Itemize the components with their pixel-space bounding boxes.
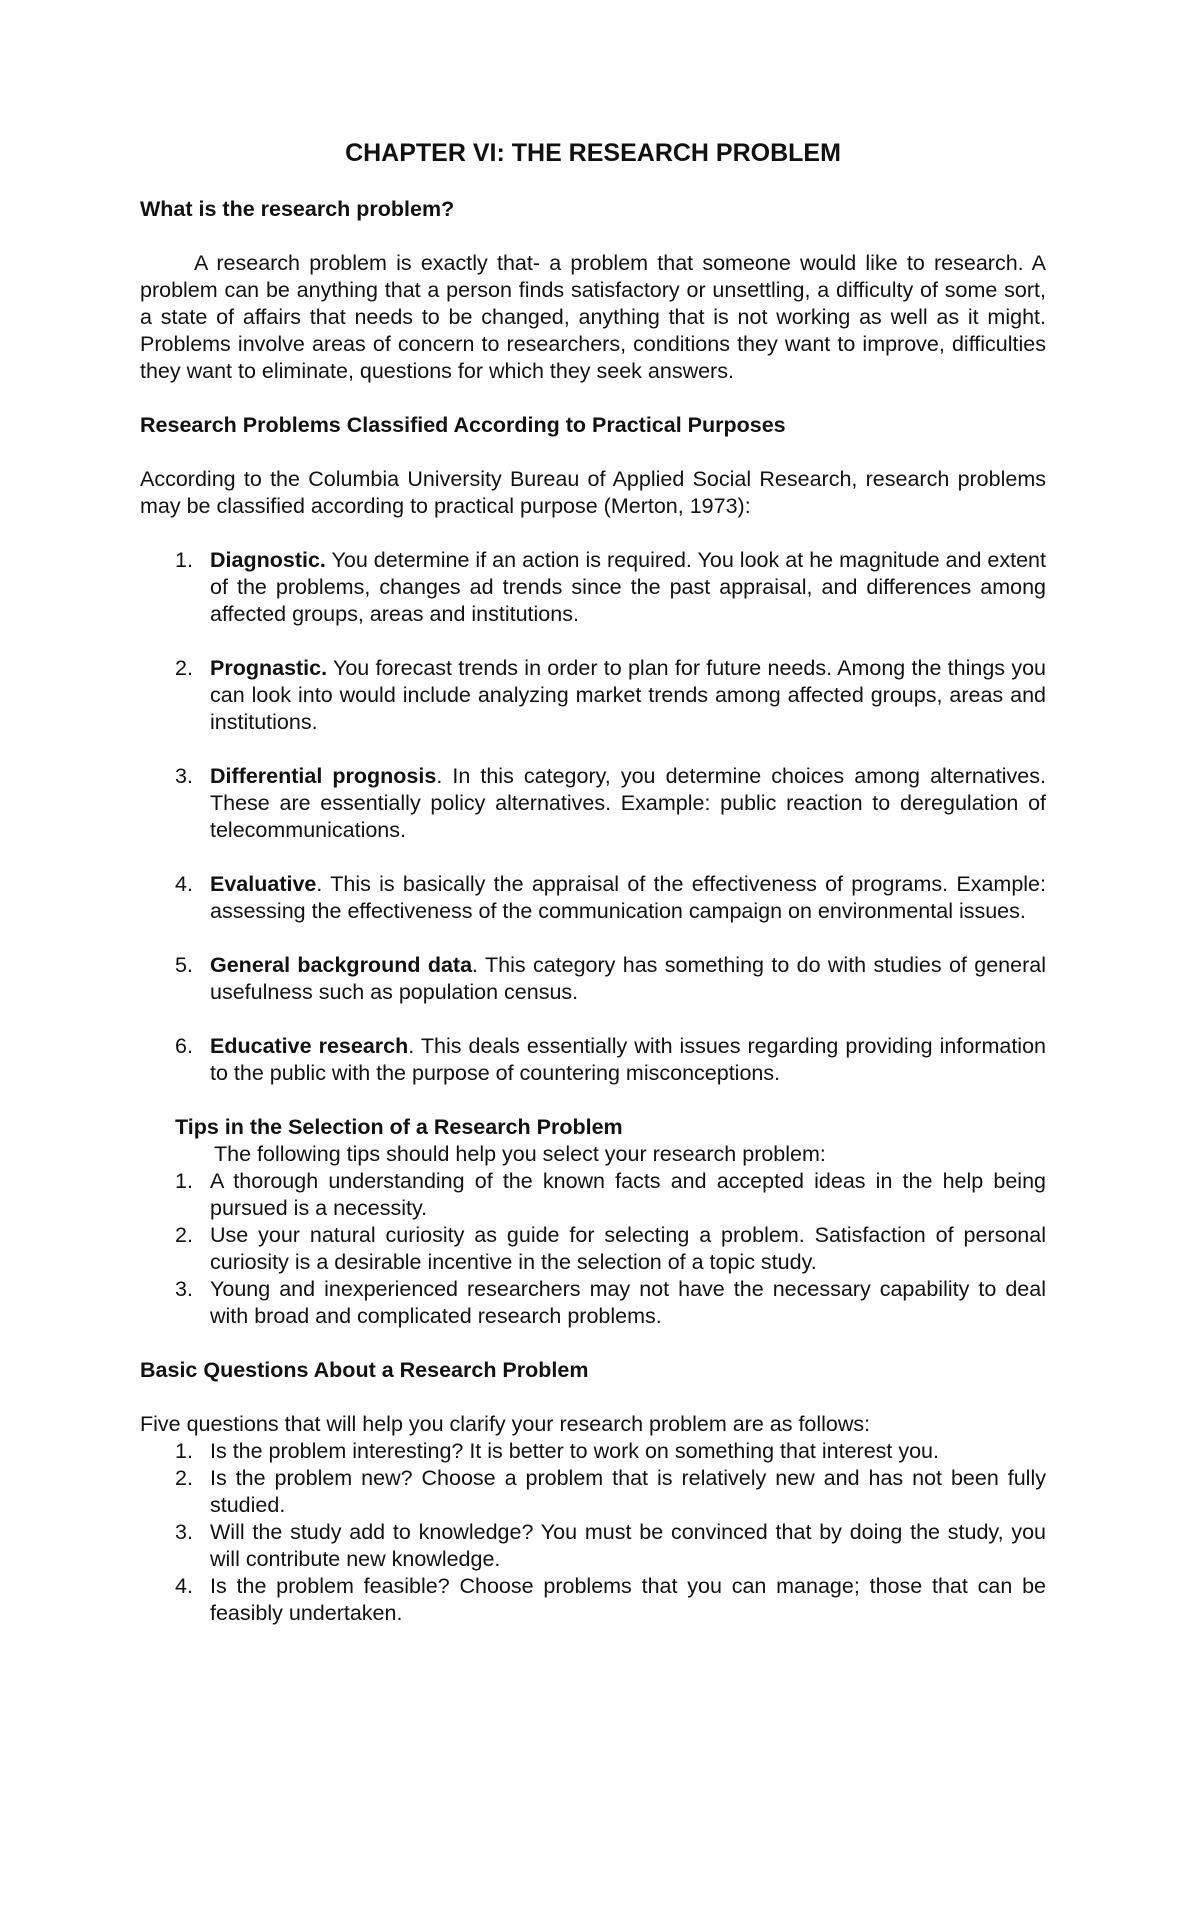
list-item — [140, 1222, 1046, 1276]
item-term: Evaluative — [210, 872, 317, 896]
item-number: 3. — [175, 1520, 193, 1544]
item-number: 1. — [175, 1169, 193, 1193]
item-number: 2. — [175, 1466, 193, 1490]
list-item — [140, 1519, 1046, 1573]
list-item — [140, 547, 1046, 628]
item-text: Will the study add to knowledge? You must be convinced that by doing the study, you will contribute new knowledge. — [210, 1520, 1046, 1571]
item-text: . This deals essentially with issues regarding providing information to the public with the purpose of countering misconceptions. — [210, 1034, 1047, 1085]
list-item — [140, 952, 1046, 1006]
item-number: 1. — [175, 548, 193, 572]
item-text: . This is basically the appraisal of the effectiveness of programs. Example: assessing the effectiveness of the communication campaign on environmental issues. — [210, 872, 1046, 923]
list-item — [140, 1438, 1046, 1465]
item-number: 4. — [175, 1574, 193, 1598]
item-number: 3. — [175, 1277, 193, 1301]
list-item — [140, 1276, 1046, 1330]
item-term: Diagnostic. — [210, 548, 326, 572]
item-number: 4. — [175, 872, 193, 896]
item-number: 1. — [175, 1439, 193, 1463]
item-text: You determine if an action is required. You look at he magnitude and extent of the problems, changes ad trends since the past appraisal, and differences among affected groups, areas and institutions. — [210, 548, 1046, 626]
item-text: Is the problem feasible? Choose problems that you can manage; those that can be feasibly undertaken. — [210, 1574, 1046, 1625]
item-number: 2. — [175, 1223, 193, 1247]
item-text: . In this category, you determine choices among alternatives. These are essentially policy alternatives. Example: public reaction to deregulation of telecommunications. — [210, 764, 1046, 842]
list-item — [140, 871, 1046, 925]
definition-paragraph: A research problem is exactly that- a problem that someone would like to research. A problem can be anything that a person finds satisfactory or unsettling, a difficulty of some sort, a state of affairs that needs to be changed, anything that is not working as well as it might. Problems involve areas of concern to researchers, conditions they want to improve, difficulties they want to eliminate, questions for which they seek answers. — [140, 251, 1046, 383]
item-text: . This category has something to do with studies of general usefulness such as population census. — [210, 953, 1046, 1004]
chapter-title: CHAPTER VI: THE RESEARCH PROBLEM — [345, 139, 841, 167]
item-text: You forecast trends in order to plan for future needs. Among the things you can look into would include analyzing market trends among affected groups, areas and institutions. — [210, 656, 1046, 734]
item-number: 3. — [175, 764, 193, 788]
list-item — [140, 1168, 1046, 1222]
list-item — [140, 1033, 1046, 1087]
tips-list — [140, 1168, 1046, 1330]
item-term: Prognastic. — [210, 656, 328, 680]
item-text: Is the problem new? Choose a problem that is relatively new and has not been fully studied. — [210, 1466, 1046, 1517]
section-heading-classification: Research Problems Classified According to Practical Purposes — [140, 413, 786, 437]
document-page — [140, 138, 1046, 1627]
item-number: 5. — [175, 953, 193, 977]
item-text: Use your natural curiosity as guide for selecting a problem. Satisfaction of personal curiosity is a desirable incentive in the selection of a topic study. — [210, 1223, 1046, 1274]
item-text: A thorough understanding of the known facts and accepted ideas in the help being pursued is a necessity. — [210, 1169, 1046, 1220]
tips-intro: The following tips should help you select your research problem: — [214, 1142, 826, 1166]
item-text: Is the problem interesting? It is better to work on something that interest you. — [210, 1439, 939, 1463]
questions-list — [140, 1438, 1046, 1627]
item-number: 2. — [175, 656, 193, 680]
item-number: 6. — [175, 1034, 193, 1058]
list-item — [140, 655, 1046, 736]
list-item — [140, 1573, 1046, 1627]
purposes-list — [140, 547, 1046, 1087]
item-term: General background data — [210, 953, 473, 977]
questions-intro: Five questions that will help you clarify your research problem are as follows: — [140, 1412, 871, 1436]
item-term: Educative research — [210, 1034, 409, 1058]
section-heading-questions: Basic Questions About a Research Problem — [140, 1358, 589, 1382]
item-term: Differential prognosis — [210, 764, 437, 788]
item-text: Young and inexperienced researchers may not have the necessary capability to deal with broad and complicated research problems. — [210, 1277, 1046, 1328]
section-heading-what-is: What is the research problem? — [140, 197, 455, 221]
section-heading-tips: Tips in the Selection of a Research Problem — [175, 1115, 623, 1139]
list-item — [140, 763, 1046, 844]
list-item — [140, 1465, 1046, 1519]
classification-intro: According to the Columbia University Bureau of Applied Social Research, research problems may be classified according to practical purpose (Merton, 1973): — [140, 467, 1046, 518]
